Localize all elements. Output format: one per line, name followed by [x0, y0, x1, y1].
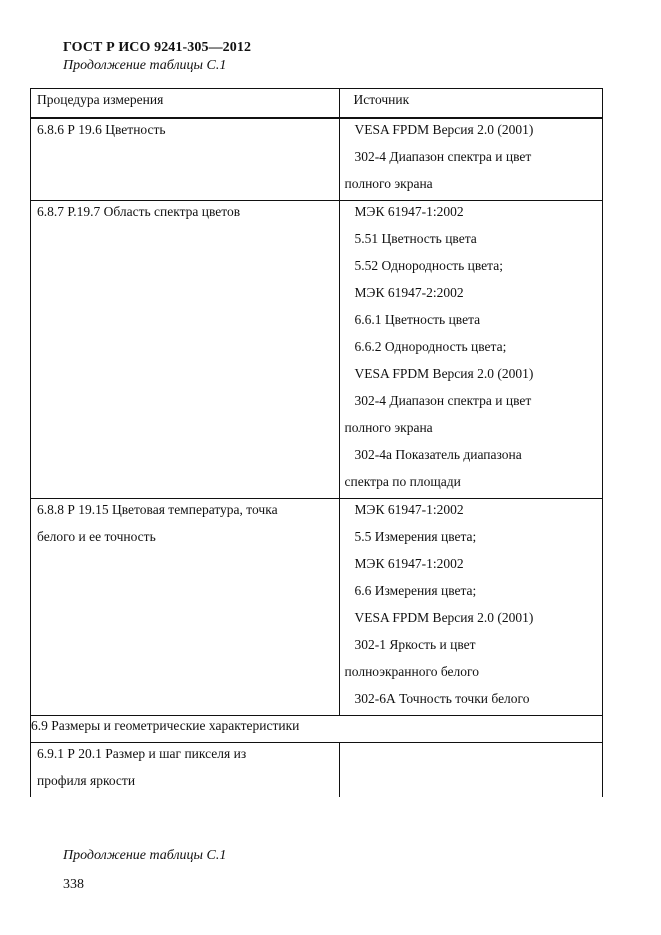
source-line: 5.51 Цветность цвета — [354, 231, 477, 246]
source-line: 302-6А Точность точки белого — [354, 691, 530, 706]
table-row — [31, 499, 603, 716]
column-header-label: Источник — [353, 92, 410, 107]
source-line: 5.5 Измерения цвета; — [354, 529, 477, 544]
procedure-cell — [31, 743, 340, 798]
source-cell — [339, 499, 602, 716]
table-row — [31, 118, 603, 201]
source-line: полного экрана — [344, 420, 433, 435]
source-line: 302-4 Диапазон спектра и цвет — [354, 149, 532, 164]
source-line: VESA FPDM Версия 2.0 (2001) — [354, 610, 534, 625]
source-line: спектра по площади — [344, 474, 461, 489]
source-line: МЭК 61947-1:2002 — [354, 556, 464, 571]
column-header-procedure — [31, 89, 340, 119]
column-header-source — [339, 89, 602, 119]
source-line: 302-4а Показатель диапазона — [354, 447, 522, 462]
source-line: 6.6.1 Цветность цвета — [354, 312, 481, 327]
source-line: МЭК 61947-2:2002 — [354, 285, 464, 300]
source-line: VESA FPDM Версия 2.0 (2001) — [354, 366, 534, 381]
procedure-cell — [31, 118, 340, 201]
source-cell — [339, 743, 602, 798]
procedure-cell — [31, 201, 340, 499]
document-title: ГОСТ Р ИСО 9241-305—2012 — [63, 40, 252, 55]
table-row — [31, 743, 603, 798]
source-line: МЭК 61947-1:2002 — [354, 204, 464, 219]
procedure-cell — [31, 499, 340, 716]
table-header-row — [31, 89, 603, 119]
source-line: 5.52 Однородность цвета; — [354, 258, 503, 273]
table-row — [31, 201, 603, 499]
source-line: VESA FPDM Версия 2.0 (2001) — [354, 122, 534, 137]
column-header-label: Процедура измерения — [37, 92, 164, 107]
procedure-line: 6.8.7 Р.19.7 Область спектра цветов — [37, 204, 241, 219]
source-cell — [339, 118, 602, 201]
section-row — [31, 716, 603, 743]
section-heading: 6.9 Размеры и геометрические характеристики — [31, 716, 603, 743]
page-number: 338 — [63, 877, 84, 892]
source-line: полноэкранного белого — [344, 664, 479, 679]
procedure-line: 6.8.6 Р 19.6 Цветность — [37, 122, 166, 137]
procedure-line: 6.9.1 Р 20.1 Размер и шаг пикселя из — [37, 746, 247, 761]
source-cell — [339, 201, 602, 499]
table-continuation-footer: Продолжение таблицы С.1 — [63, 848, 227, 863]
source-line: 302-4 Диапазон спектра и цвет — [354, 393, 532, 408]
measurement-sources-table — [30, 88, 603, 797]
source-line: полного экрана — [344, 176, 433, 191]
procedure-line: белого и ее точность — [37, 529, 156, 544]
source-line: 6.6.2 Однородность цвета; — [354, 339, 507, 354]
procedure-line: 6.8.8 Р 19.15 Цветовая температура, точка — [37, 502, 278, 517]
source-line: 6.6 Измерения цвета; — [354, 583, 477, 598]
source-line: МЭК 61947-1:2002 — [354, 502, 464, 517]
table-continuation-caption: Продолжение таблицы С.1 — [63, 58, 227, 73]
procedure-line: профиля яркости — [37, 773, 136, 788]
source-line: 302-1 Яркость и цвет — [354, 637, 476, 652]
